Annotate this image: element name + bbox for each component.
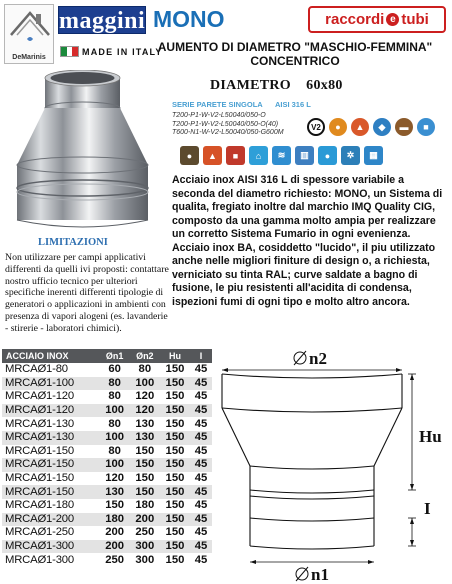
v2-condensation-icon: V2 — [307, 118, 325, 136]
table-row — [2, 540, 212, 554]
cell-i: 45 — [194, 553, 208, 566]
cell-code: MRCAØ1-180 — [5, 499, 74, 512]
certification-code: T200-P1-W-V2-L50040/050-O — [172, 112, 266, 119]
cell-n1: 80 — [108, 417, 121, 430]
technical-drawing — [216, 340, 450, 584]
cell-n2: 150 — [130, 458, 160, 472]
table-row — [2, 472, 212, 486]
made-in-italy-text: MADE IN ITALY — [82, 46, 163, 57]
cell-n1: 80 — [108, 444, 121, 457]
cell-code: MRCAØ1-130 — [2, 431, 100, 445]
i-label: I — [424, 499, 431, 518]
cell-n2: 180 — [135, 499, 155, 512]
product-photo — [5, 70, 160, 230]
col-header-n2: Øn2 — [130, 349, 160, 363]
cell-code: MRCAØ1-130 — [5, 417, 74, 430]
col-header-n1: Øn1 — [100, 349, 130, 363]
cell-n2: 300 — [135, 553, 155, 566]
cell-code: MRCAØ1-250 — [5, 526, 74, 539]
cell-i: 45 — [194, 444, 208, 457]
cell-code: MRCAØ1-150 — [5, 444, 74, 457]
water-drop-icon: ● — [318, 146, 337, 165]
diametro-value: 60x80 — [306, 78, 343, 93]
col-header-hu: Hu — [160, 349, 190, 363]
subtitle-line-2: CONCENTRICO — [250, 54, 340, 68]
pellet-icon: ● — [329, 118, 347, 136]
table-header-row — [2, 349, 212, 363]
cell-hu: 150 — [165, 390, 185, 403]
cell-code: MRCAØ1-200 — [2, 513, 100, 527]
cell-n2: 120 — [135, 390, 155, 403]
cell-code: MRCAØ1-100 — [2, 377, 100, 391]
cell-hu: 150 — [160, 513, 190, 527]
cell-hu: 150 — [165, 363, 185, 376]
cell-hu: 150 — [160, 540, 190, 554]
diametro-heading — [210, 78, 343, 94]
tubi-text: tubi — [401, 11, 429, 28]
certification-codes — [172, 112, 284, 138]
e-badge: e — [386, 13, 399, 26]
cell-n2: 130 — [135, 417, 155, 430]
table-row — [2, 390, 212, 404]
table-row — [2, 499, 212, 513]
cell-hu: 150 — [165, 444, 185, 457]
cell-i: 45 — [194, 363, 208, 376]
cell-code: MRCAØ1-150 — [2, 458, 100, 472]
table-row — [2, 377, 212, 391]
demarinis-logo — [4, 4, 54, 64]
cell-hu: 150 — [165, 417, 185, 430]
cell-n1: 200 — [100, 540, 130, 554]
cell-i: 45 — [190, 431, 212, 445]
raccordi-tubi-logo — [308, 6, 446, 33]
table-row — [2, 553, 212, 567]
fan-icon: ✲ — [341, 146, 360, 165]
cell-n2: 100 — [130, 377, 160, 391]
cell-hu: 150 — [160, 431, 190, 445]
cell-i: 45 — [194, 417, 208, 430]
application-icons-top — [307, 118, 435, 136]
cell-n1: 80 — [100, 377, 130, 391]
gas-icon: ◆ — [373, 118, 391, 136]
cell-i: 45 — [190, 377, 212, 391]
oil-drop-icon: ● — [180, 146, 199, 165]
cell-n2: 200 — [130, 513, 160, 527]
serie-label — [172, 100, 311, 109]
subtitle-line-1: AUMENTO DI DIAMETRO "MASCHIO-FEMMINA" — [157, 40, 433, 54]
cell-hu: 150 — [160, 458, 190, 472]
cell-i: 45 — [190, 404, 212, 418]
cell-n1: 130 — [100, 485, 130, 499]
table-row — [2, 363, 212, 377]
table-row — [2, 431, 212, 445]
fitting-outline — [222, 374, 402, 549]
raccordi-text: raccordi — [325, 11, 385, 28]
cell-i: 45 — [190, 540, 212, 554]
flame-icon: ▲ — [351, 118, 369, 136]
table-row — [2, 526, 212, 540]
table-row — [2, 445, 212, 459]
diametro-label: DIAMETRO — [210, 78, 291, 93]
cell-hu: 150 — [165, 499, 185, 512]
n2-label: n2 — [309, 349, 327, 368]
cell-i: 45 — [194, 472, 208, 485]
application-icons-bottom — [180, 146, 383, 165]
cell-code: MRCAØ1-300 — [2, 540, 100, 554]
heating-icon: ≋ — [272, 146, 291, 165]
radiator-icon: ▥ — [295, 146, 314, 165]
cell-n1: 250 — [105, 553, 125, 566]
cell-i: 45 — [194, 499, 208, 512]
maggini-logo: maggini — [59, 8, 146, 34]
cell-n2: 150 — [130, 485, 160, 499]
cell-n1: 180 — [100, 513, 130, 527]
cell-n2: 150 — [135, 472, 155, 485]
house-logo-icon — [5, 5, 55, 53]
cell-code: MRCAØ1-300 — [5, 553, 74, 566]
certification-code: T600-N1-W-V2-L50040/050-G600M — [172, 129, 284, 136]
stove-icon: ▲ — [203, 146, 222, 165]
cell-i: 45 — [190, 485, 212, 499]
serie-text: SERIE PARETE SINGOLA — [172, 100, 263, 109]
italian-flag-icon — [60, 46, 79, 57]
cell-n1: 100 — [100, 431, 130, 445]
hu-label: Hu — [419, 427, 442, 446]
product-description: Acciaio inox AISI 316 L di spessore variabile a seconda del diametro richiesto: MONO, un Sistema di qualita, fregiato inoltre dal marchio IMQ Quality CIG, composto da una gamma molto ampia per realizzare un corretto Sistema Fumario in ogni evenienza. Acciaio inox BA, cosiddetto "lucido", il piu utilizzato anche nelle migliori finiture di design o, a richiesta, verniciato su tinta RAL; curve saldate a bagno di fusione, le piu resistenti all'acidita di condensa, ispezioni fumi di ogni tipo e molto altro ancora. — [172, 174, 443, 308]
table-row — [2, 404, 212, 418]
dimensions-table — [2, 349, 212, 567]
limitazioni-title: LIMITAZIONI — [38, 237, 108, 248]
cell-code: MRCAØ1-120 — [5, 390, 74, 403]
limitazioni-text: Non utilizzare per campi applicativi differenti da quelli ivi proposti: contattare nostro ufficio tecnico per ulteriori specifiche inerenti differenti tipologie di generatori o applicazioni in ambienti con presenza di vapori alogeni (es. lavanderie - stirerie - laboratori chimici). — [5, 252, 169, 334]
cell-n1: 150 — [105, 499, 125, 512]
col-header-i: I — [190, 349, 212, 363]
table-row — [2, 513, 212, 527]
aisi-text: AISI 316 L — [274, 100, 311, 109]
cell-i: 45 — [194, 526, 208, 539]
cell-code: MRCAØ1-150 — [5, 472, 74, 485]
cell-n1: 80 — [108, 390, 121, 403]
table-row — [2, 485, 212, 499]
cell-n2: 250 — [135, 526, 155, 539]
made-in-italy — [60, 46, 163, 57]
cell-hu: 150 — [165, 553, 185, 566]
cell-n1: 60 — [108, 363, 121, 376]
cell-n1: 100 — [100, 458, 130, 472]
cell-hu: 150 — [160, 404, 190, 418]
table-row — [2, 417, 212, 431]
product-subtitle — [150, 40, 440, 68]
n1-label: n1 — [311, 565, 329, 584]
cell-hu: 150 — [160, 485, 190, 499]
cell-n2: 150 — [135, 444, 155, 457]
certification-code: T200-P1-W-V2-L50040/050-O(40) — [172, 120, 279, 128]
wood-icon: ▬ — [395, 118, 413, 136]
cell-i: 45 — [194, 390, 208, 403]
cell-n2: 80 — [138, 363, 152, 376]
fireplace-icon: ■ — [226, 146, 245, 165]
cell-i: 45 — [190, 513, 212, 527]
product-name: MONO — [153, 6, 225, 32]
cell-code: MRCAØ1-120 — [2, 404, 100, 418]
wall-mount-icon: ▦ — [364, 146, 383, 165]
boiler-icon: ■ — [417, 118, 435, 136]
cell-hu: 150 — [165, 526, 185, 539]
house-icon: ⌂ — [249, 146, 268, 165]
table-row — [2, 458, 212, 472]
cell-n2: 130 — [130, 431, 160, 445]
cell-n1: 120 — [105, 472, 125, 485]
cell-hu: 150 — [160, 377, 190, 391]
demarinis-logo-text: DeMarinis — [12, 54, 46, 61]
cell-n2: 120 — [130, 404, 160, 418]
col-header-code: ACCIAIO INOX — [2, 349, 100, 363]
cell-hu: 150 — [165, 472, 185, 485]
cell-n1: 100 — [100, 404, 130, 418]
cell-code: MRCAØ1-150 — [2, 485, 100, 499]
cell-n2: 300 — [130, 540, 160, 554]
cell-i: 45 — [190, 458, 212, 472]
cell-code: MRCAØ1-80 — [5, 363, 68, 376]
cell-n1: 200 — [105, 526, 125, 539]
